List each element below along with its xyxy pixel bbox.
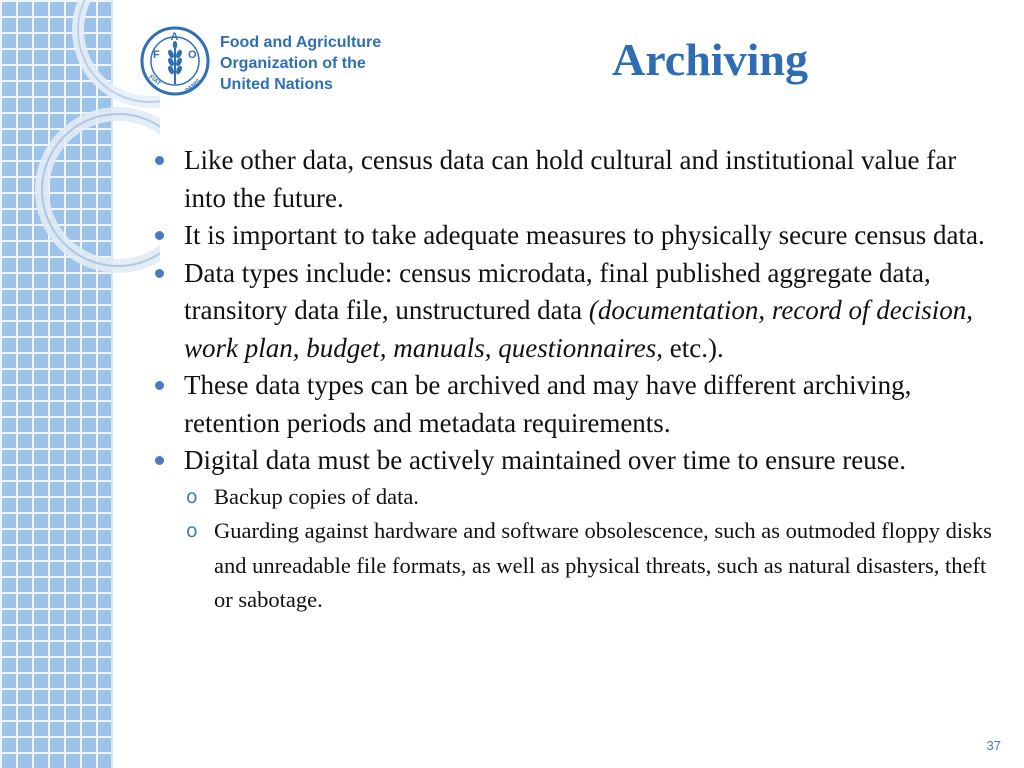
- bullet-dot-icon: [155, 381, 164, 390]
- sub-bullet-text: Guarding against hardware and software obsolescence, such as outmoded floppy disks and unreadable file formats, as well as physical threats, such as natural disasters, theft or sabotage.: [214, 518, 992, 612]
- bullet-text: Like other data, census data can hold cultural and institutional value far into the future.: [184, 145, 957, 213]
- bullet-dot-icon: [155, 231, 164, 240]
- bullet-text: Digital data must be actively maintained over time to ensure reuse.: [184, 445, 907, 475]
- bullet-item: [152, 367, 992, 442]
- bullet-list: [152, 142, 992, 618]
- bullet-item: [152, 217, 992, 255]
- bullet-dot-icon: [155, 156, 164, 165]
- fao-emblem-icon: [140, 26, 210, 96]
- page-number: 37: [986, 738, 1001, 753]
- bullet-text: It is important to take adequate measures to physically secure census data.: [184, 220, 985, 250]
- logo-line-3: United Nations: [220, 76, 333, 93]
- svg-text:F: F: [153, 49, 160, 61]
- bullet-item: [152, 255, 992, 368]
- bullet-dot-icon: [155, 456, 164, 465]
- bullet-item: [152, 142, 992, 217]
- bullet-text-end: etc.).: [663, 332, 724, 363]
- bullet-text-italic: (documentation, record of decision, work plan, budget, manuals, questionnaires,: [184, 295, 974, 363]
- bullet-dot-icon: [155, 269, 164, 278]
- sub-bullet-item: [152, 480, 992, 515]
- sub-bullet-text: Backup copies of data.: [214, 483, 419, 509]
- hollow-circle-bullet-icon: o: [186, 485, 198, 508]
- sub-bullet-item: [152, 514, 992, 618]
- svg-text:PANIS: PANIS: [184, 78, 203, 95]
- slide-title: Archiving: [612, 34, 808, 85]
- fao-logo: [140, 26, 400, 102]
- hollow-circle-bullet-icon: o: [186, 520, 198, 542]
- svg-text:FIAT: FIAT: [147, 74, 162, 88]
- decorative-circles: [0, 0, 160, 320]
- logo-line-2: Organization of the: [220, 55, 366, 72]
- bullet-text: These data types can be archived and may have different archiving, retention periods and metadata requirements.: [184, 370, 912, 438]
- fao-wordmark: [220, 32, 381, 95]
- bullet-text: Data types include: census microdata, final published aggregate data, transitory data file, unstructured data: [184, 257, 931, 325]
- logo-line-1: Food and Agriculture: [220, 34, 382, 51]
- bullet-item: [152, 442, 992, 480]
- svg-text:A: A: [170, 31, 179, 43]
- svg-text:O: O: [188, 49, 197, 61]
